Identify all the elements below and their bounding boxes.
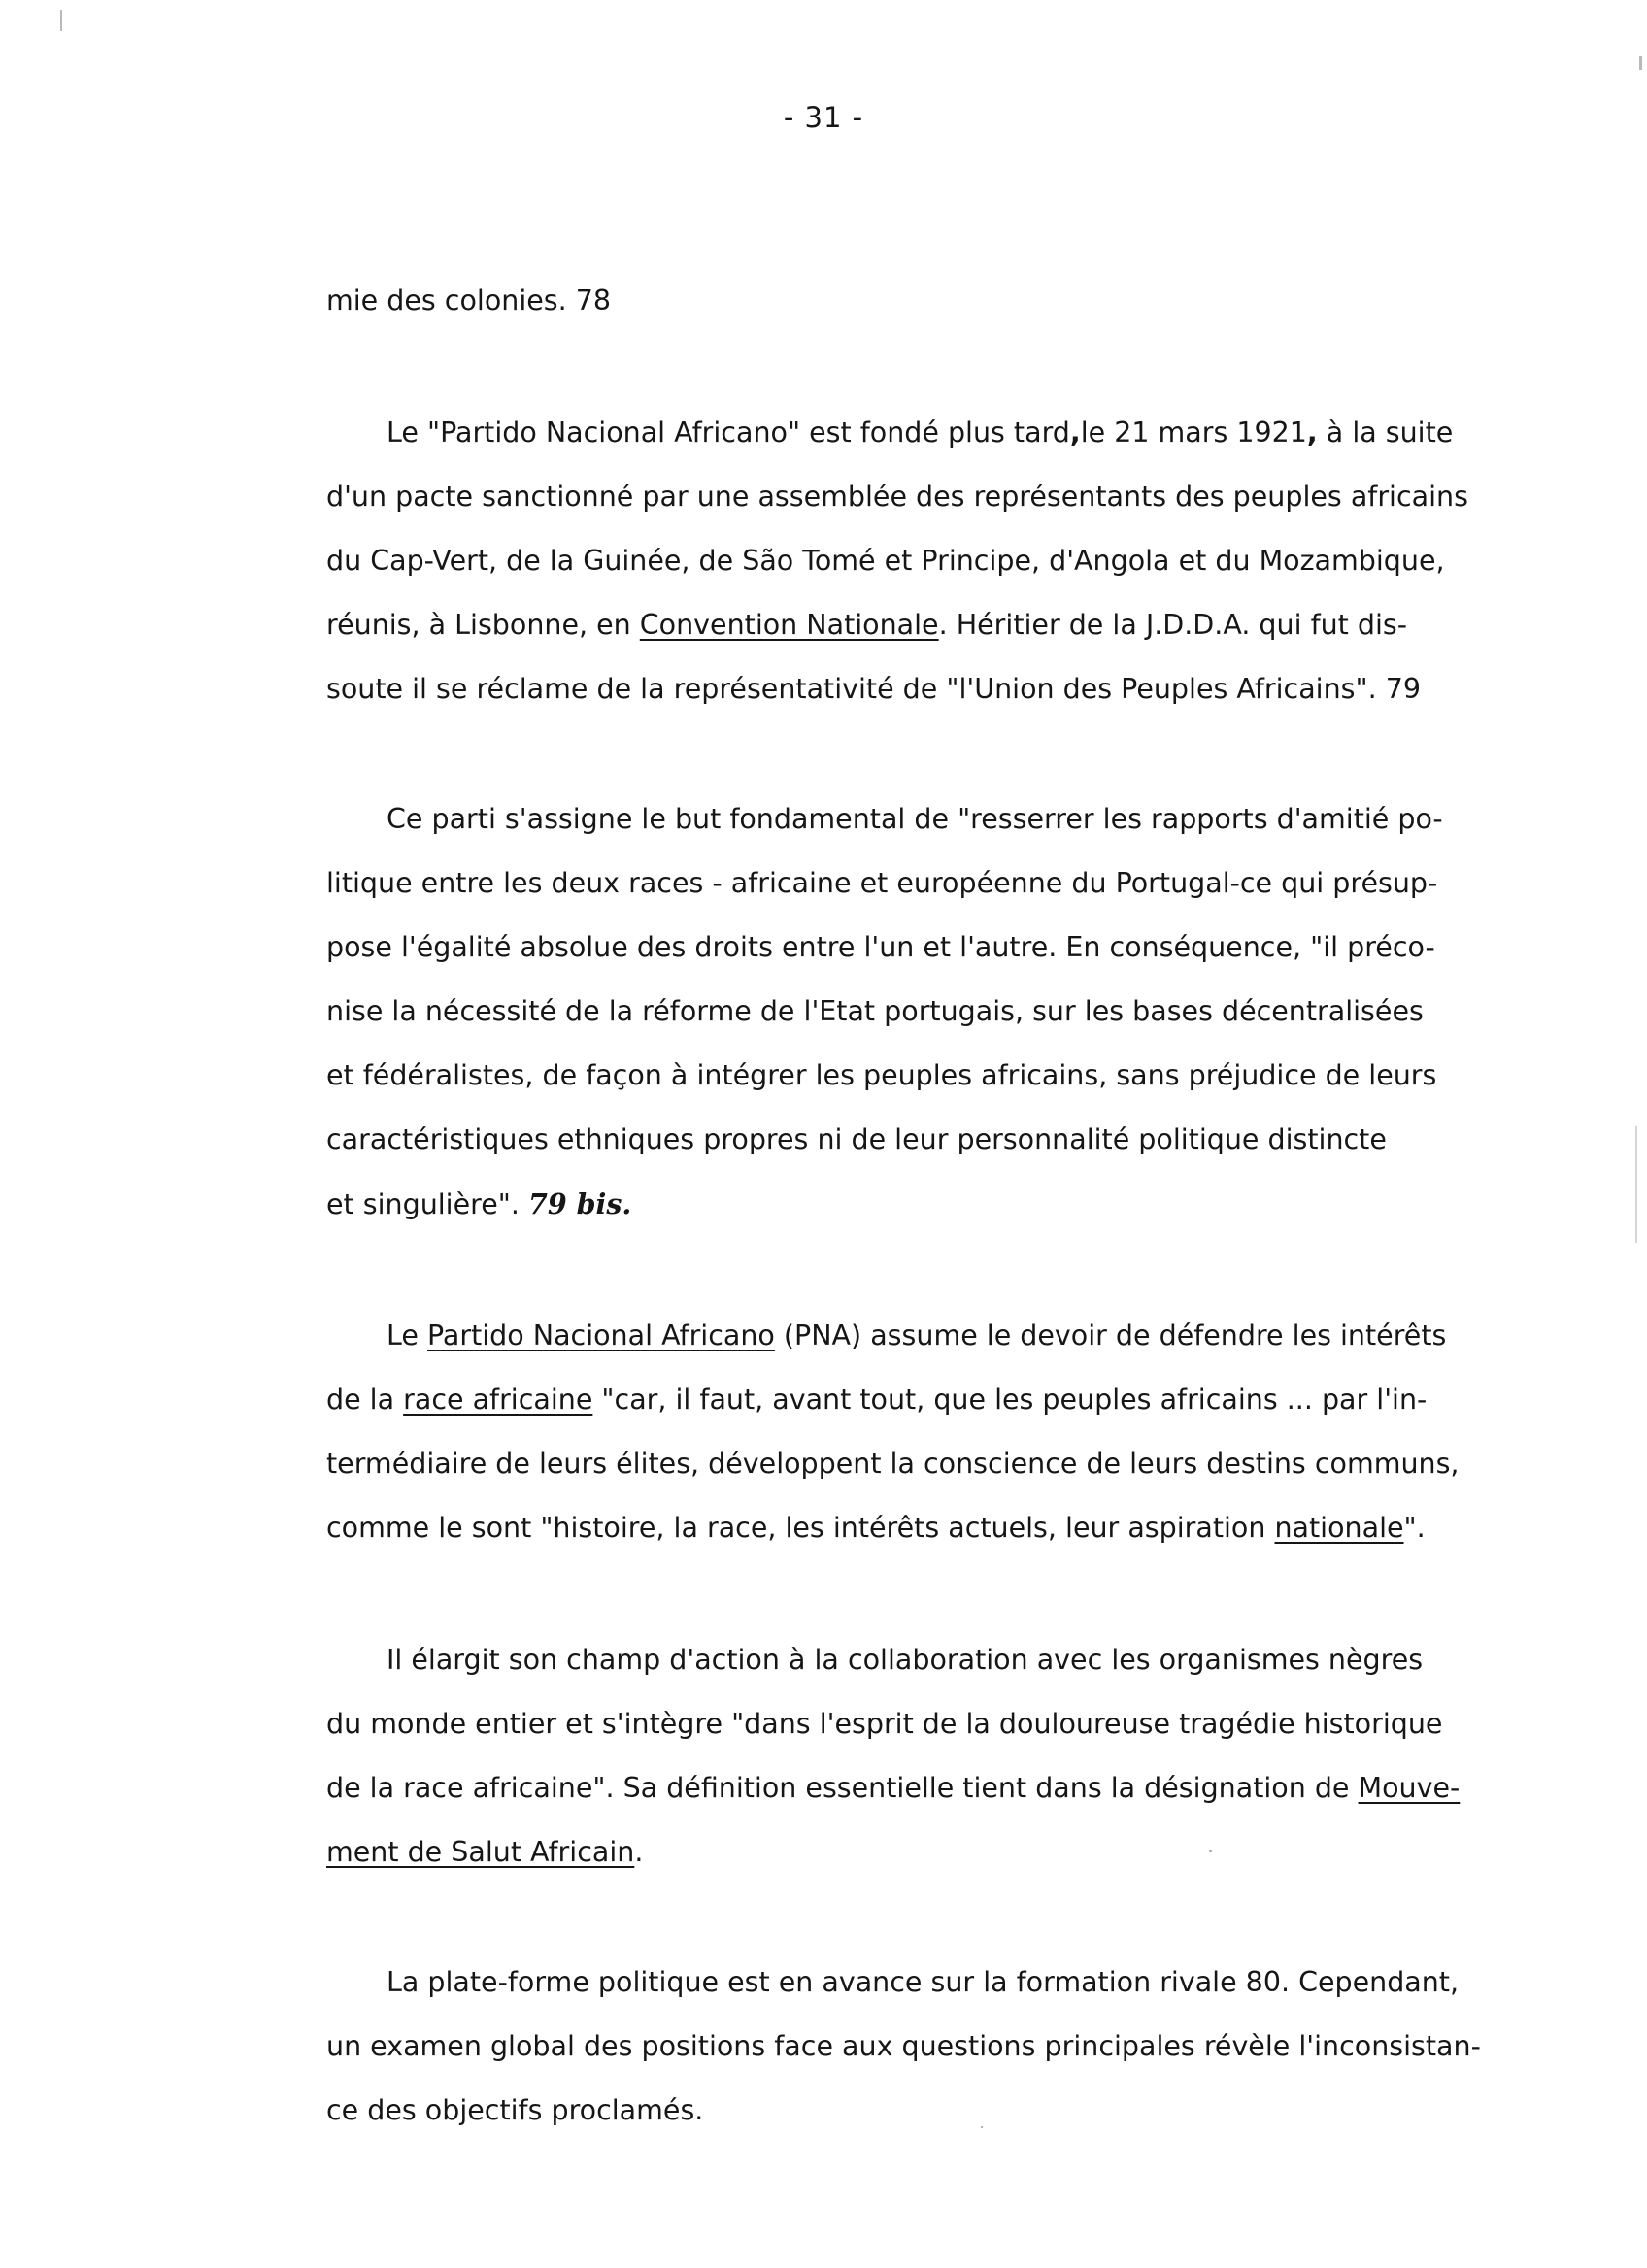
line-text: le 21 mars 1921 — [1080, 417, 1307, 449]
scan-mark — [60, 10, 62, 31]
handwritten-footnote: 79 bis. — [527, 1187, 632, 1220]
line-text: comme le sont "histoire, la race, les intérêts actuels, leur aspiration — [326, 1512, 1275, 1544]
text-line — [326, 1058, 1436, 1093]
text-line — [326, 1122, 1387, 1157]
line-text: litique entre les deux races - africaine et européenne du Portugal-ce qui présup- — [326, 867, 1438, 899]
line-text: pose l'égalité absolue des droits entre l'un et l'autre. En conséquence, "il préco- — [326, 931, 1435, 963]
line-text: Le "Partido Nacional Africano" est fondé plus tard — [387, 417, 1070, 449]
line-text: mie des colonies. 78 — [326, 284, 612, 317]
text-line — [326, 1447, 1460, 1482]
text-line — [326, 1835, 643, 1870]
underlined-term: Convention Nationale — [639, 609, 939, 641]
text-line — [387, 416, 1453, 450]
line-text: et singulière". — [326, 1188, 528, 1220]
text-line — [326, 2029, 1481, 2064]
line-text: et fédéralistes, de façon à intégrer les peuples africains, sans préjudice de leurs — [326, 1059, 1437, 1091]
scan-speck — [981, 2126, 983, 2128]
line-text: d'un pacte sanctionné par une assemblée des représentants des peuples africains — [326, 481, 1468, 513]
underlined-term: Partido Nacional Africano — [426, 1319, 775, 1351]
line-text: du monde entier et s'intègre "dans l'esprit de la douloureuse tragédie historique — [326, 1708, 1443, 1740]
scan-mark — [1635, 1126, 1637, 1243]
line-text: Il élargit son champ d'action à la collaboration avec les organismes nègres — [387, 1644, 1424, 1676]
text-line — [326, 608, 1407, 643]
line-text: . — [634, 1836, 644, 1868]
line-text: ce des objectifs proclamés. — [326, 2094, 704, 2126]
text-line — [326, 284, 611, 318]
underlined-term: Mouve- — [1358, 1772, 1461, 1804]
line-text: caractéristiques ethniques propres ni de leur personnalité politique distincte — [326, 1123, 1387, 1155]
text-line — [387, 1318, 1446, 1353]
line-text: nise la nécessité de la réforme de l'Etat portugais, sur les bases décentralisées — [326, 995, 1424, 1027]
scan-speck — [1209, 1850, 1212, 1852]
text-line — [326, 930, 1435, 965]
text-line — [326, 1771, 1460, 1806]
text-line — [326, 1383, 1427, 1418]
text-line — [326, 2093, 703, 2128]
line-text: Ce parti s'assigne le but fondamental de "resserrer les rapports d'amitié po- — [387, 803, 1443, 835]
underlined-term: nationale — [1274, 1512, 1404, 1544]
text-line — [326, 480, 1468, 515]
line-text: ". — [1403, 1512, 1426, 1544]
handwritten-comma: , — [1306, 417, 1318, 449]
line-text: La plate-forme politique est en avance sur la formation rivale 80. Cependant, — [387, 1966, 1460, 1998]
text-line — [387, 802, 1443, 837]
line-text: Le — [387, 1319, 427, 1351]
text-line — [326, 1511, 1426, 1546]
handwritten-comma: , — [1069, 417, 1081, 449]
underlined-term: race africaine — [403, 1384, 593, 1416]
text-line — [326, 994, 1424, 1029]
line-text: un examen global des positions face aux questions principales révèle l'inconsistan- — [326, 2030, 1481, 2062]
line-text: termédiaire de leurs élites, développent la conscience de leurs destins communs, — [326, 1448, 1460, 1480]
line-text: (PNA) assume le devoir de défendre les intérêts — [774, 1319, 1447, 1351]
text-line — [326, 1707, 1442, 1742]
underlined-term: ment de Salut Africain — [326, 1836, 635, 1868]
text-line — [326, 544, 1445, 579]
text-line — [387, 1643, 1423, 1678]
line-text: "car, il faut, avant tout, que les peuples africains ... par l'in- — [592, 1384, 1428, 1416]
line-text: . Héritier de la J.D.D.A. qui fut dis- — [938, 609, 1408, 641]
line-text: de la race africaine". Sa définition essentielle tient dans la désignation de — [326, 1772, 1359, 1804]
line-text: de la — [326, 1384, 404, 1416]
text-line — [326, 1186, 631, 1222]
line-text: du Cap-Vert, de la Guinée, de São Tomé et Principe, d'Angola et du Mozambique, — [326, 545, 1445, 577]
line-text: à la suite — [1317, 417, 1454, 449]
text-line — [326, 672, 1421, 707]
page-number: - 31 - — [783, 101, 864, 134]
line-text: réunis, à Lisbonne, en — [326, 609, 640, 641]
text-line — [387, 1965, 1459, 2000]
text-line — [326, 866, 1437, 901]
scan-mark — [1639, 56, 1642, 70]
line-text: soute il se réclame de la représentativité de "l'Union des Peuples Africains". 79 — [326, 673, 1421, 705]
